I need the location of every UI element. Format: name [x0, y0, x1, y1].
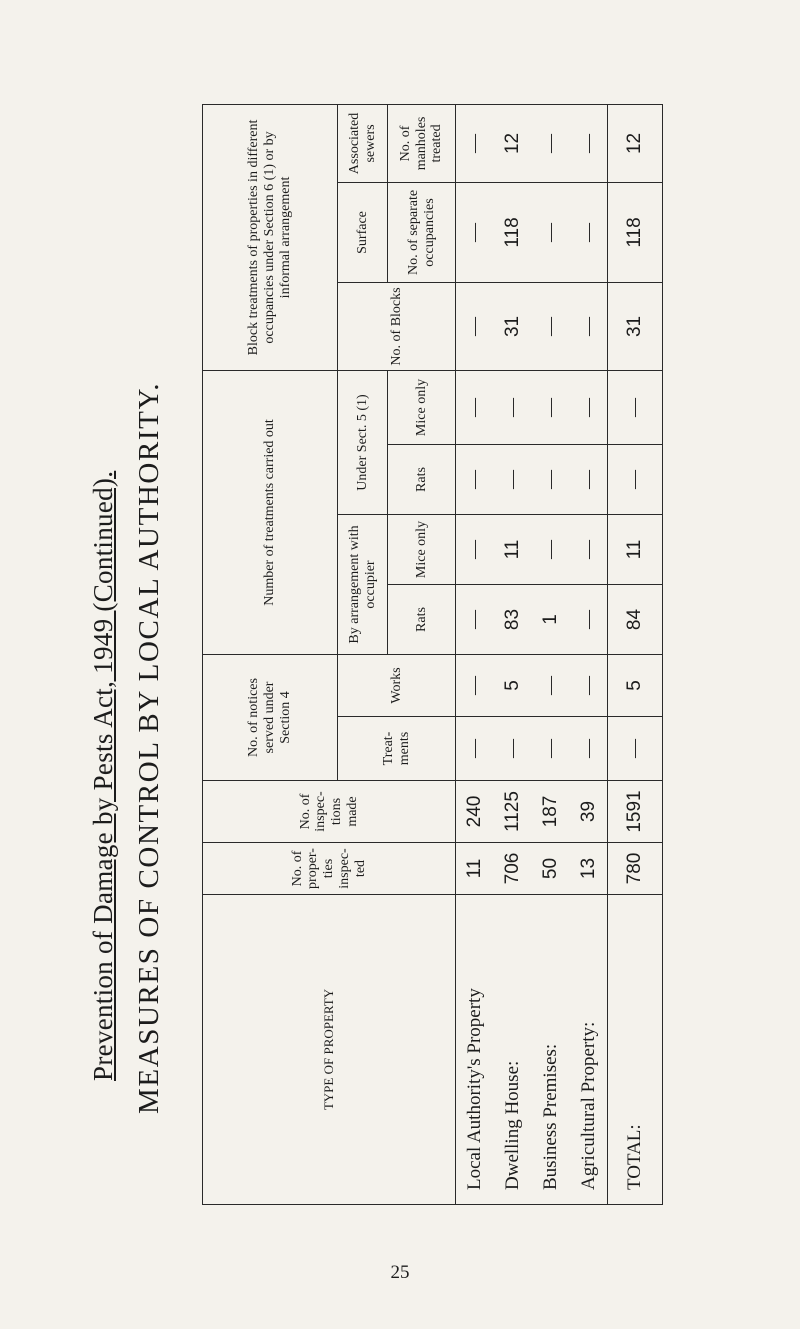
by-arrangement-header: By arrangement with occupier: [338, 515, 388, 655]
type-of-property-header: TYPE OF PROPERTY: [203, 895, 456, 1205]
row-label: Dwelling House:: [494, 895, 532, 1205]
cell-arr-rats: —: [570, 585, 608, 655]
cell-s5-rats: —: [494, 445, 532, 515]
cell-surface: 118: [494, 182, 532, 282]
cell-blocks: —: [570, 282, 608, 370]
cell-s5-mice: —: [456, 370, 494, 444]
cell-s5-rats: —: [570, 445, 608, 515]
row-label: Business Premises:: [532, 895, 570, 1205]
total-manholes: 12: [608, 104, 663, 182]
arr-mice-header: Mice only: [388, 515, 456, 585]
cell-s5-rats: —: [456, 445, 494, 515]
page-header-title: Prevention of Damage by Pests Act, 1949 (Continued).: [88, 470, 118, 1081]
cell-s5-rats: —: [532, 445, 570, 515]
cell-props: 13: [570, 843, 608, 895]
total-arr-rats: 84: [608, 585, 663, 655]
cell-works: —: [532, 655, 570, 717]
cell-blocks: —: [456, 282, 494, 370]
total-surface: 118: [608, 182, 663, 282]
cell-works: —: [456, 655, 494, 717]
total-blocks: 31: [608, 282, 663, 370]
cell-treat: —: [456, 717, 494, 781]
no-of-blocks-header: No. of Blocks: [338, 282, 456, 370]
cell-treat: —: [494, 717, 532, 781]
under-section-5-header: Under Sect. 5 (1): [338, 370, 388, 514]
cell-arr-rats: 83: [494, 585, 532, 655]
notices-served-header: No. of notices served under Section 4: [203, 655, 338, 781]
total-label: TOTAL:: [608, 895, 663, 1205]
cell-s5-mice: —: [570, 370, 608, 444]
cell-props: 706: [494, 843, 532, 895]
cell-manholes: —: [456, 104, 494, 182]
total-treat: —: [608, 717, 663, 781]
cell-treat: —: [532, 717, 570, 781]
table-row: [494, 104, 532, 1204]
surface-header: Surface: [338, 182, 388, 282]
total-works: 5: [608, 655, 663, 717]
total-s5-mice: —: [608, 370, 663, 444]
row-label: Local Authority's Property: [456, 895, 494, 1205]
cell-props: 11: [456, 843, 494, 895]
separate-occupancies-header: No. of separate occupancies: [388, 182, 456, 282]
cell-arr-mice: —: [532, 515, 570, 585]
works-header: Works: [338, 655, 456, 717]
cell-arr-mice: 11: [494, 515, 532, 585]
cell-arr-rats: 1: [532, 585, 570, 655]
cell-manholes: 12: [494, 104, 532, 182]
cell-insp: 240: [456, 781, 494, 843]
cell-works: —: [570, 655, 608, 717]
row-label: Agricultural Property:: [570, 895, 608, 1205]
cell-insp: 1125: [494, 781, 532, 843]
cell-insp: 39: [570, 781, 608, 843]
total-props: 780: [608, 843, 663, 895]
cell-arr-rats: —: [456, 585, 494, 655]
cell-manholes: —: [532, 104, 570, 182]
treatments-header: Treat-ments: [338, 717, 456, 781]
s5-mice-header: Mice only: [388, 370, 456, 444]
cell-blocks: 31: [494, 282, 532, 370]
cell-arr-mice: —: [570, 515, 608, 585]
cell-arr-mice: —: [456, 515, 494, 585]
total-row: [608, 104, 663, 1204]
manholes-treated-header: No. of manholes treated: [388, 104, 456, 182]
cell-surface: —: [456, 182, 494, 282]
total-s5-rats: —: [608, 445, 663, 515]
table-row: [570, 104, 608, 1204]
cell-treat: —: [570, 717, 608, 781]
inspections-made-header: No. of inspec-tions made: [203, 781, 456, 843]
total-arr-mice: 11: [608, 515, 663, 585]
cell-manholes: —: [570, 104, 608, 182]
cell-blocks: —: [532, 282, 570, 370]
cell-surface: —: [570, 182, 608, 282]
pest-control-table: [202, 104, 663, 1205]
s5-rats-header: Rats: [388, 445, 456, 515]
cell-insp: 187: [532, 781, 570, 843]
table-row: [456, 104, 494, 1204]
page-number: 25: [390, 1262, 410, 1283]
total-insp: 1591: [608, 781, 663, 843]
table-row: [532, 104, 570, 1204]
cell-surface: —: [532, 182, 570, 282]
cell-s5-mice: —: [494, 370, 532, 444]
arr-rats-header: Rats: [388, 585, 456, 655]
cell-s5-mice: —: [532, 370, 570, 444]
block-treatments-header: Block treatments of properties in different occupancies under Section 6 (1) or by informal arrangement: [203, 104, 338, 370]
treatments-carried-out-header: Number of treatments carried out: [203, 370, 338, 654]
props-inspected-header: No. of proper-ties inspec-ted: [203, 843, 456, 895]
associated-sewers-header: Associated sewers: [338, 104, 388, 182]
cell-works: 5: [494, 655, 532, 717]
table-title: MEASURES OF CONTROL BY LOCAL AUTHORITY.: [133, 381, 165, 1114]
cell-props: 50: [532, 843, 570, 895]
